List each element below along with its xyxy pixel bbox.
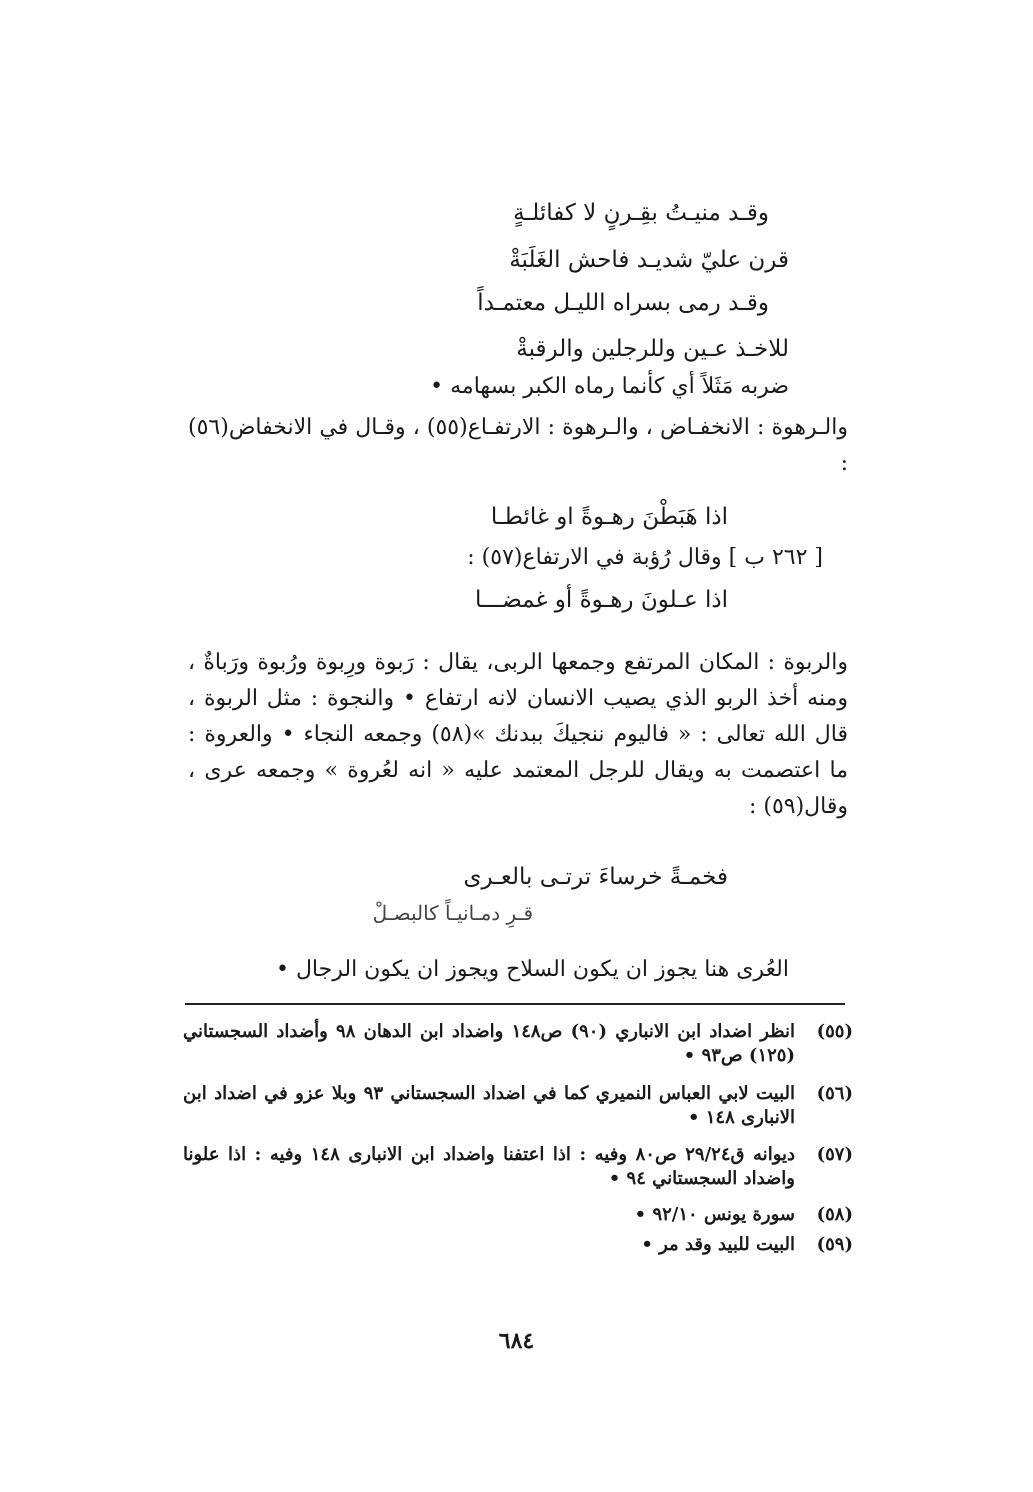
explanation-line: ضربه مَثَلاً أي كأنما رماه الكبر بسهامه • [430,374,789,399]
paragraph-rabwa-text: والربوة : المكان المرتفع وجمعها الربى، يقال : رَبوة ورِبوة ورُبوة ورَباةٌ ، ومنه أخذ الربو الذي يصيب الانسان لانه ارتفاع • والنجوة : مثل الربوة ، قال الله تعالى : « فاليوم ننجيكَ ببدنك »(٥٨) وجمعه النجاء • والعروة : ما اعتصمت به ويقال للرجل المعتمد عليه « انه لعُروة » وجمعه عرى ، وقال(٥٩) : [188,650,848,819]
verse-line-3: وقـد رمى بسراه الليـل معتمـداً [477,290,769,316]
footnote-number: (٥٨) [816,1204,853,1225]
footnote-58 [183,1203,853,1227]
footnote-55 [183,1020,853,1068]
verse-qur: قـرِ دمـانيـاً كالبصـلْ [372,901,533,925]
footnote-number: (٥٦) [816,1083,853,1104]
source-note-line: [ ٢٦٢ ب ] وقال رُؤبة في الارتفاع(٥٧) : [467,545,823,570]
footnote-number: (٥٥) [816,1021,853,1042]
footnote-text: سورة يونس ٩٢/١٠ • [634,1204,795,1225]
footnote-text: ديوانه ق٢٩/٢٤ ص٨٠ وفيه : اذا اعتفنا واضداد ابن الانبارى ١٤٨ وفيه : اذا علونا واضداد السجستاني ٩٤ • [183,1144,796,1189]
footnote-text: البيت للبيد وقد مر • [641,1234,795,1255]
page-number: ٦٨٤ [498,1328,535,1354]
verse-line-2: قرن عليّ شديـد فاحش الغَلَبَةْ [509,247,789,273]
footnote-text: انظر اضداد ابن الانباري (٩٠) ص١٤٨ واضداد ابن الدهان ٩٨ وأضداد السجستاني (١٢٥) ص٩٣ • [183,1021,796,1066]
footnote-text: البيت لابي العباس النميري كما في اضداد السجستاني ٩٣ وبلا عزو في اضداد ابن الانبارى ١٤٨ • [183,1083,796,1128]
footnote-59 [183,1233,853,1257]
footnote-57 [183,1143,853,1191]
footnote-divider [185,1003,845,1005]
footnote-number: (٥٧) [816,1144,853,1165]
footnote-56 [183,1082,853,1130]
footnote-number: (٥٩) [816,1234,853,1255]
paragraph-rahwa-text: والـرهوة : الانخفـاض ، والـرهوة : الارتفـاع(٥٥) ، وقـال في الانخفاض(٥٦) : [188,415,848,476]
closing-line: العُرى هنا يجوز ان يكون السلاح ويجوز ان يكون الرجال • [275,957,789,982]
verse-hbatna: اذا هَبَطْنَ رهـوةً او غائطـا [490,504,728,530]
verse-line-1: وقـد منيـتُ بقِـرنٍ لا كفائلـةٍ [513,200,769,226]
verse-alawna: اذا عـلونَ رهـوةً أو غمضـــا [474,587,728,613]
paragraph-rabwa [188,645,848,825]
verse-line-4: للاخـذ عـين وللرجلين والرقبةْ [516,336,789,362]
verse-fakhma: فخمـةً خرساءَ ترتـى بالعـرى [463,864,728,890]
paragraph-rahwa [188,410,848,482]
